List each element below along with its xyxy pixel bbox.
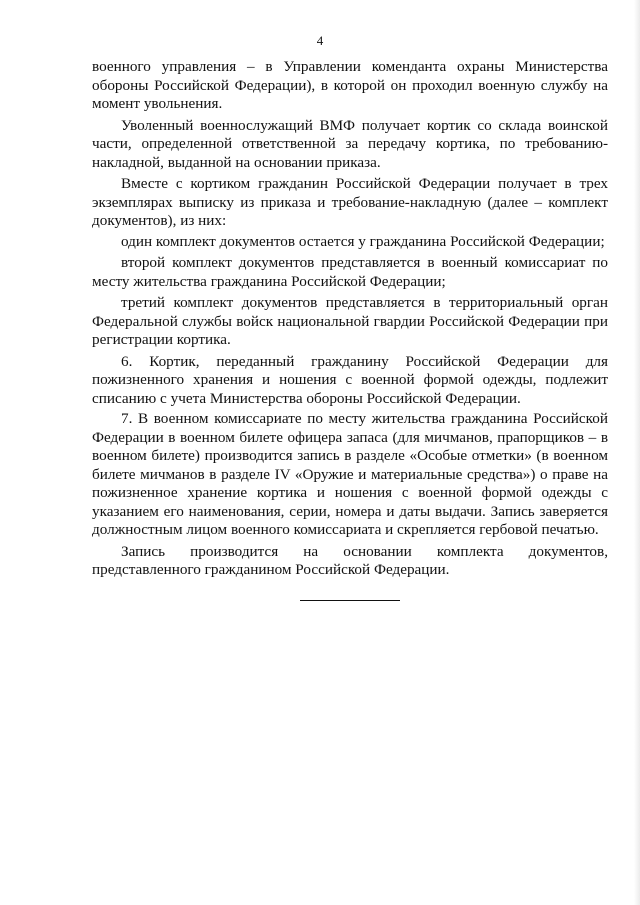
paragraph-first-set: один комплект документов остается у гражданина Российской Федерации; [121,232,605,250]
page-number: 4 [316,33,324,48]
paragraph-item-6: 6. Кортик, переданный гражданину Российской Федерации для пожизненного хранения и ношения с военной формой одежды, подлежит списанию с учета Министерства обороны Российской Федерации. [92,352,608,407]
paragraph-documents-set: Вместе с кортиком гражданин Российской Федерации получает в трех экземплярах выписку из приказа и требование-накладную (далее – комплект документов), из них: [92,175,608,229]
paragraph-continuation: военного управления – в Управлении коменданта охраны Министерства обороны Российской Федерации), в которой он проходил военную службу на момент увольнения. [92,58,608,112]
paragraph-second-set: второй комплект документов представляется в военный комиссариат по месту жительства гражданина Российской Федерации; [92,254,608,290]
paragraph-item-7: 7. В военном комиссариате по месту жительства гражданина Российской Федерации в военном билете офицера запаса (для мичманов, прапорщиков – в военном билете) производится запись в разделе «Особые отметки» (в военном билете мичманов в разделе IV «Оружие и материальные средства») о праве на пожизненное хранение кортика и ношения с военной формой одежды с указанием его наименования, серии, номера и даты выдачи. Запись заверяется должностным лицом военного комиссариата и скрепляется гербовой печатью. [92,410,608,538]
paragraph-record-basis: Запись производится на основании комплекта документов, представленного гражданином Российской Федерации. [92,542,608,578]
document-body [92,58,608,601]
end-divider [300,600,400,601]
page-edge-shadow [634,0,640,905]
paragraph-third-set: третий комплект документов представляется в территориальный орган Федеральной службы войск национальной гвардии Российской Федерации при регистрации кортика. [92,294,608,348]
paragraph-dagger-issue: Уволенный военнослужащий ВМФ получает кортик со склада воинской части, определенной ответственной за передачу кортика, по требованию-накладной, выданной на основании приказа. [92,116,608,171]
